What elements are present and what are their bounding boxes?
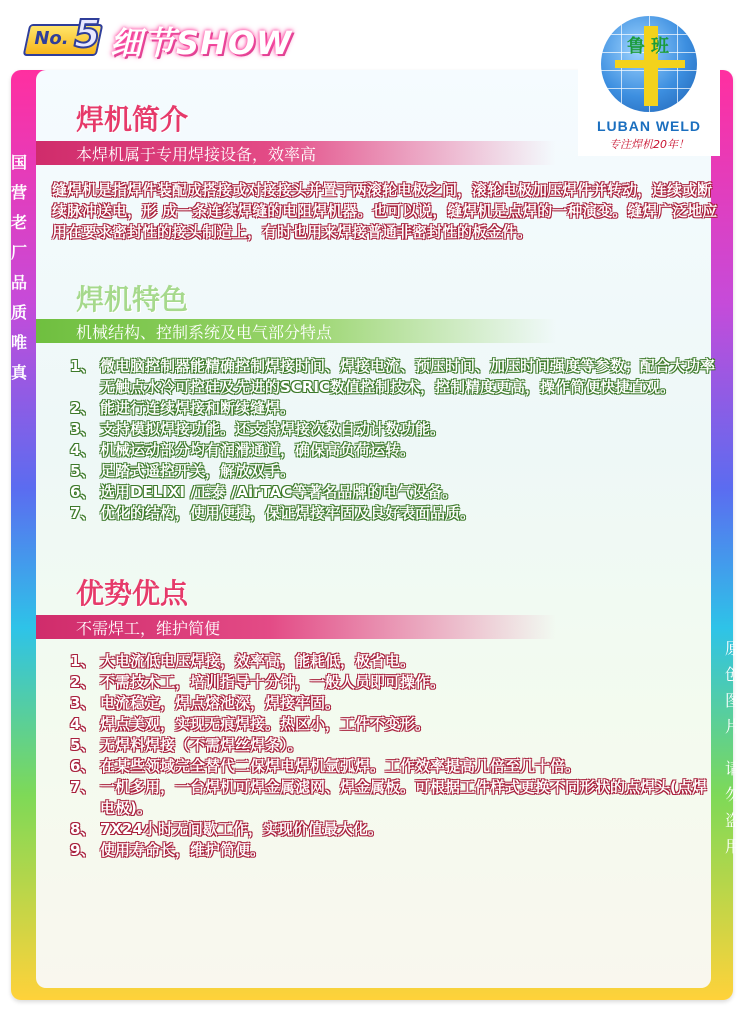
list-item: 3、 电流稳定，焊点熔池深，焊接牢固。: [70, 694, 341, 712]
list-item: 1、 大电流低电压焊接，效率高，能耗低，极省电。: [70, 652, 416, 670]
list-item: 7、 一机多用，一台焊机可焊金属滤网、焊金属板。可根据工件样式更换不同形状的点焊头(点焊电极)。: [70, 778, 707, 817]
advantages-list: [70, 651, 718, 861]
logo-mark: 鲁班: [627, 36, 675, 57]
advantages-title: 优势优点: [76, 577, 189, 610]
number-badge: No.: [23, 24, 104, 56]
features-list: [70, 356, 718, 524]
list-item: 5、 无焊料焊接（不需焊丝焊条）。: [70, 736, 303, 754]
list-item: 3、 支持模拟焊接功能。还支持焊接次数自动计数功能。: [70, 420, 446, 438]
intro-paragraph: 缝焊机是指焊件装配成搭接或对接接头并置于两滚轮电极之间，滚轮电极加压焊件并转动，连续或断续脉冲送电，形 成一条连续焊缝的电阻焊机器。也可以说，缝焊机是点焊的一种演变。缝焊广泛地应用在要求密封性的接头制造上，有时也用来焊接普通非密封性的板金件。: [52, 181, 718, 241]
list-item: 1、 微电脑控制器能精确控制焊接时间、焊接电流、预压时间、加压时间强度等参数；配合大功率无触点水冷可控硅及先进的SCRIC数值控制技术，控制精度更高，操作简便快捷直观。: [70, 357, 716, 396]
advantages-subtitle-bar: [36, 615, 556, 639]
list-item: 9、 使用寿命长，维护简便。: [70, 841, 266, 859]
intro-subtitle-bar: [36, 141, 556, 165]
brand-logo: [578, 10, 720, 156]
list-item: 4、 机械运动部分均有润滑通道，确保高负荷运转。: [70, 441, 416, 459]
side-caption-left: 国 营 老 厂 品 质 唯 真: [10, 153, 27, 382]
features-title: 焊机特色: [76, 283, 189, 316]
page-title: 细节SHOW: [110, 24, 293, 62]
list-item: 8、 7X24小时无间歇工作，实现价值最大化。: [70, 820, 383, 838]
intro-title: 焊机简介: [76, 103, 189, 136]
brand-slogan: 专注焊机20年！: [609, 138, 689, 151]
brand-name: LUBAN WELD: [596, 118, 702, 134]
features-subtitle: 机械结构、控制系统及电气部分特点: [76, 323, 333, 342]
list-item: 7、 优化的结构，使用便捷，保证焊接牢固及良好表面品质。: [70, 504, 476, 522]
advantages-subtitle: 不需焊工，维护简便: [76, 619, 221, 638]
section-number: 5: [74, 12, 101, 56]
list-item: 2、 不需技术工，培训指导十分钟，一般人员即可操作。: [70, 673, 446, 691]
list-item: 2、 能进行连续焊接和断续缝焊。: [70, 399, 296, 417]
section-header: [26, 14, 326, 60]
list-item: 5、 足踏式遥控开关，解放双手。: [70, 462, 296, 480]
list-item: 6、 选用DELIXI /正泰 /AirTAC等著名品牌的电气设备。: [70, 483, 458, 501]
intro-subtitle: 本焊机属于专用焊接设备，效率高: [76, 145, 317, 164]
list-item: 6、 在某些领域完全替代二保焊电焊机氩弧焊。工作效率提高几倍至几十倍。: [70, 757, 581, 775]
features-subtitle-bar: [36, 319, 556, 343]
list-item: 4、 焊点美观，实现无痕焊接。热区小，工件不变形。: [70, 715, 431, 733]
globe-icon: [601, 16, 697, 112]
side-caption-right: 原 创 图 片 请 勿 盗 用: [724, 639, 741, 856]
